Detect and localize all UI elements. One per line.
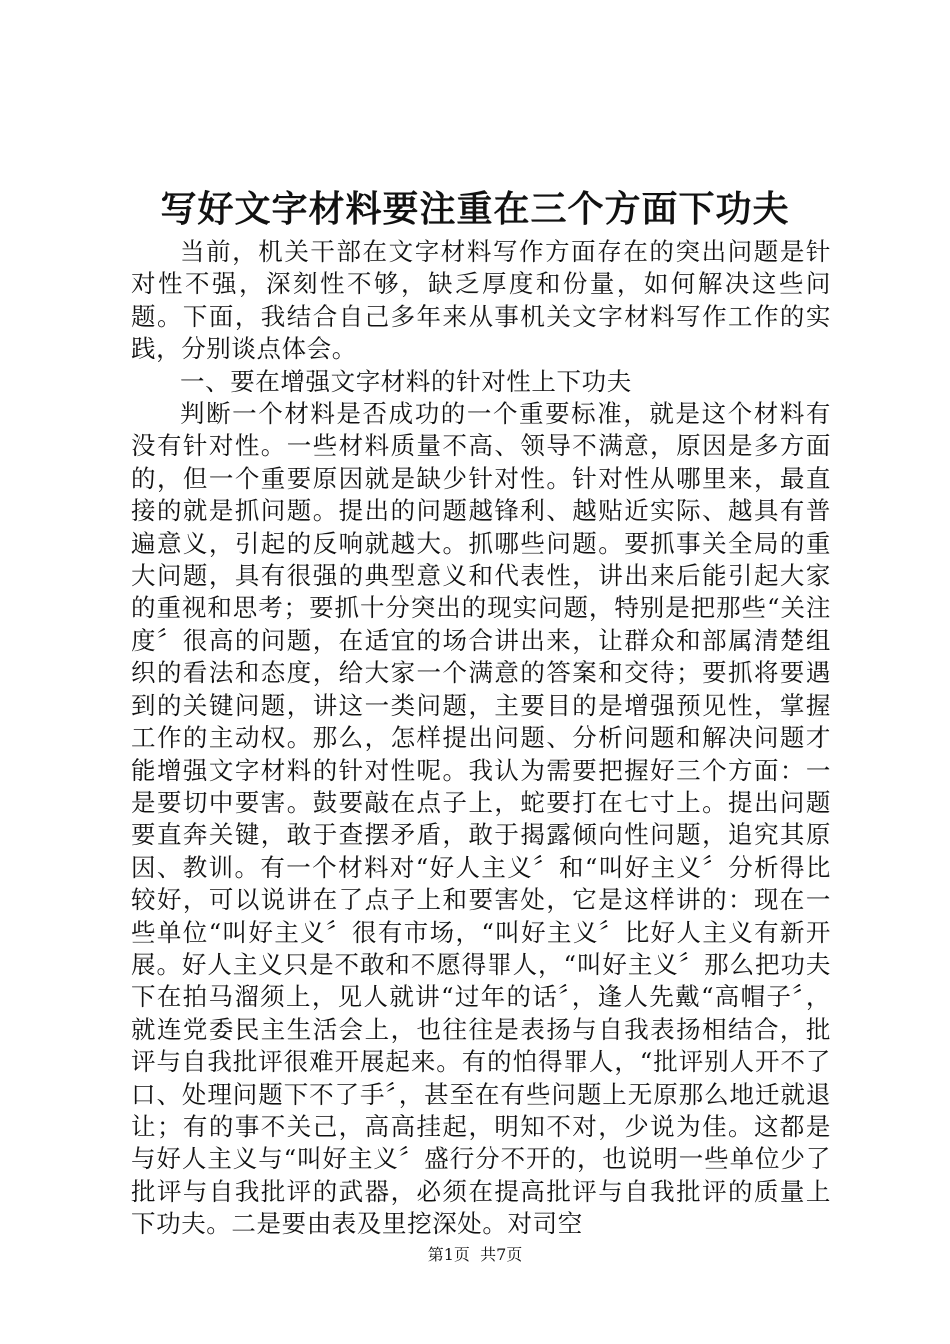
page-footer	[0, 1244, 950, 1266]
intro-paragraph: 当前，机关干部在文字材料写作方面存在的突出问题是针对性不强，深刻性不够，缺乏厚度和份量，如何解决这些问题。下面，我结合自己多年来从事机关文字材料写作工作的实践，分别谈点体会。	[131, 237, 831, 364]
section-paragraph: 判断一个材料是否成功的一个重要标准，就是这个材料有没有针对性。一些材料质量不高、领导不满意，原因是多方面的，但一个重要原因就是缺少针对性。针对性从哪里来，最直接的就是抓问题。提出的问题越锋利、越贴近实际、越具有普遍意义，引起的反响就越大。抓哪些问题。要抓事关全局的重大问题，具有很强的典型意义和代表性，讲出来后能引起大家的重视和思考；要抓十分突出的现实问题，特别是把那些“关注度〞很高的问题，在适宜的场合讲出来，让群众和部属清楚组织的看法和态度，给大家一个满意的答案和交待；要抓将要遇到的关键问题，讲这一类问题，主要目的是增强预见性，掌握工作的主动权。那么，怎样提出问题、分析问题和解决问题才能增强文字材料的针对性呢。我认为需要把握好三个方面：一是要切中要害。鼓要敲在点子上，蛇要打在七寸上。提出问题要直奔关键，敢于查摆矛盾，敢于揭露倾向性问题，追究其原因、教训。有一个材料对“好人主义〞和“叫好主义〞分析得比较好，可以说讲在了点子上和要害处，它是这样讲的：现在一些单位“叫好主义〞很有市场，“叫好主义〞比好人主义有新开展。好人主义只是不敢和不愿得罪人，“叫好主义〞那么把功夫下在拍马溜须上，见人就讲“过年的话〞，逢人先戴“高帽子〞，就连党委民主生活会上，也往往是表扬与自我表扬相结合，批评与自我批评很难开展起来。有的怕得罪人，“批评别人开不了口、处理问题下不了手〞，甚至在有些问题上无原那么地迁就退让；有的事不关己，高高挂起，明知不对，少说为佳。这都是与好人主义与“叫好主义〞盛行分不开的，也说明一些单位少了批评与自我批评的武器，必须在提高批评与自我批评的质量上下功夫。二是要由表及里挖深处。对司空	[131, 399, 831, 1239]
page-number: 第1页 共7页	[427, 1245, 523, 1264]
document-title: 写好文字材料要注重在三个方面下功夫	[160, 188, 790, 230]
document-body	[131, 236, 831, 1241]
section-heading: 一、要在增强文字材料的针对性上下功夫	[180, 366, 632, 396]
